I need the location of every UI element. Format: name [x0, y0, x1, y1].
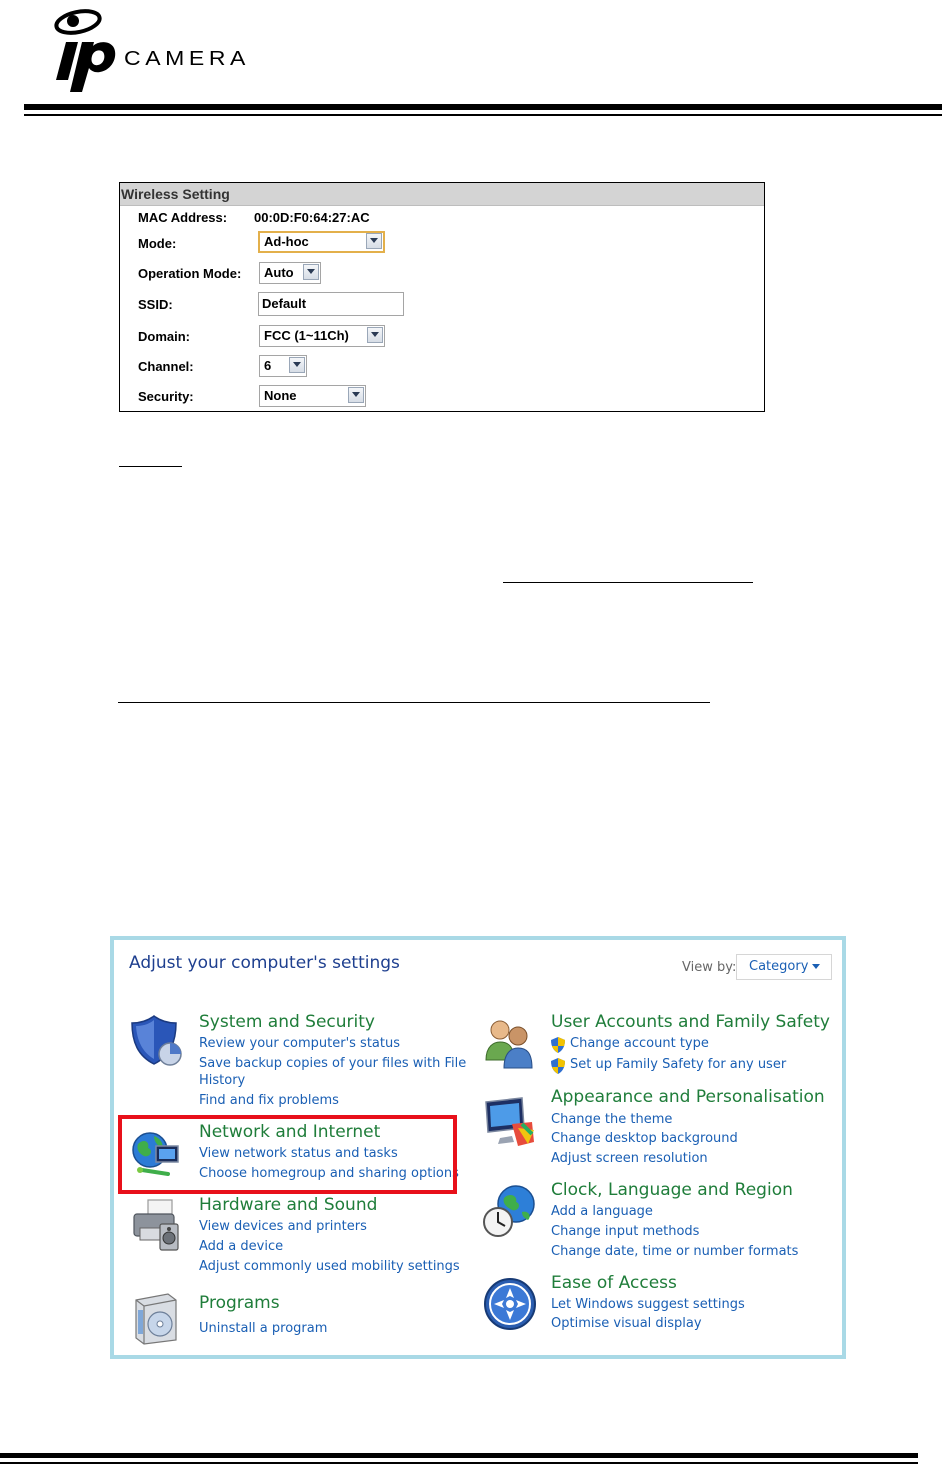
- mode-label: Mode:: [138, 236, 177, 251]
- chevron-down-icon[interactable]: [366, 233, 382, 249]
- chevron-down-icon[interactable]: [289, 357, 305, 373]
- link-uninstall-program[interactable]: Uninstall a program: [199, 1321, 328, 1336]
- category-hardware-sound[interactable]: Hardware and Sound: [199, 1195, 378, 1215]
- wireless-setting-panel: [119, 182, 765, 412]
- view-by-dropdown[interactable]: [736, 954, 832, 980]
- view-by-label: View by:: [682, 960, 737, 975]
- link-change-theme[interactable]: Change the theme: [551, 1112, 673, 1127]
- link-optimise-display[interactable]: Optimise visual display: [551, 1316, 702, 1331]
- footer-rule-thick: [0, 1453, 918, 1458]
- view-by-value: Category: [749, 959, 809, 974]
- ssid-input[interactable]: Default: [258, 292, 404, 316]
- category-network-internet[interactable]: Network and Internet: [199, 1122, 381, 1142]
- programs-box-icon: [128, 1290, 184, 1346]
- operation-mode-select[interactable]: [259, 262, 321, 284]
- link-change-account-type[interactable]: Change account type: [570, 1036, 709, 1051]
- network-highlight-box: [118, 1115, 457, 1194]
- domain-select[interactable]: [259, 325, 385, 347]
- category-appearance[interactable]: Appearance and Personalisation: [551, 1087, 825, 1107]
- category-clock-language[interactable]: Clock, Language and Region: [551, 1180, 793, 1200]
- underline-mark: [119, 466, 182, 467]
- domain-select-value: FCC (1~11Ch): [264, 328, 349, 343]
- link-add-device[interactable]: Add a device: [199, 1239, 284, 1254]
- link-add-language[interactable]: Add a language: [551, 1204, 653, 1219]
- footer-rule-thin: [0, 1462, 918, 1464]
- link-homegroup-sharing[interactable]: Choose homegroup and sharing options: [199, 1166, 459, 1181]
- operation-mode-label: Operation Mode:: [138, 266, 242, 281]
- channel-select-value: 6: [264, 358, 272, 373]
- wireless-setting-title: Wireless Setting: [120, 183, 764, 206]
- link-screen-resolution[interactable]: Adjust screen resolution: [551, 1151, 708, 1166]
- mac-address-value: 00:0D:F0:64:27:AC: [254, 210, 370, 225]
- link-save-backup[interactable]: Save backup copies of your files with File: [199, 1056, 467, 1071]
- mac-address-label: MAC Address:: [138, 210, 228, 225]
- link-family-safety[interactable]: Set up Family Safety for any user: [570, 1057, 787, 1072]
- mode-select-value: Ad-hoc: [264, 234, 309, 249]
- dropdown-arrow-icon: [812, 964, 820, 969]
- printer-speaker-icon: [128, 1198, 184, 1254]
- link-windows-suggest[interactable]: Let Windows suggest settings: [551, 1297, 745, 1312]
- channel-label: Channel:: [138, 359, 194, 374]
- security-label: Security:: [138, 389, 194, 404]
- link-save-backup-history[interactable]: History: [199, 1073, 246, 1088]
- chevron-down-icon[interactable]: [367, 327, 383, 343]
- category-user-accounts[interactable]: User Accounts and Family Safety: [551, 1012, 830, 1032]
- link-view-network-status[interactable]: View network status and tasks: [199, 1146, 398, 1161]
- category-programs[interactable]: Programs: [199, 1293, 280, 1313]
- category-ease-of-access[interactable]: Ease of Access: [551, 1273, 677, 1293]
- uac-shield-icon: [551, 1058, 565, 1074]
- chevron-down-icon[interactable]: [348, 387, 364, 403]
- appearance-monitor-icon: [482, 1094, 538, 1150]
- ip-logo-icon: [52, 8, 127, 92]
- link-find-fix-problems[interactable]: Find and fix problems: [199, 1093, 339, 1108]
- security-select[interactable]: [259, 385, 366, 407]
- clock-globe-icon: [482, 1184, 538, 1240]
- mode-select[interactable]: [258, 231, 385, 253]
- link-desktop-background[interactable]: Change desktop background: [551, 1131, 738, 1146]
- user-accounts-icon: [482, 1014, 538, 1070]
- channel-select[interactable]: [259, 355, 307, 377]
- domain-label: Domain:: [138, 329, 190, 344]
- security-select-value: None: [264, 388, 297, 403]
- header-rule-thin: [24, 114, 942, 116]
- operation-mode-value: Auto: [264, 265, 294, 280]
- ease-of-access-icon: [482, 1276, 538, 1332]
- control-panel-title: Adjust your computer's settings: [129, 953, 400, 973]
- camera-wordmark: CAMERA: [124, 48, 251, 70]
- uac-shield-icon: [551, 1037, 565, 1053]
- link-mobility-settings[interactable]: Adjust commonly used mobility settings: [199, 1259, 460, 1274]
- link-review-status[interactable]: Review your computer's status: [199, 1036, 400, 1051]
- chevron-down-icon[interactable]: [303, 264, 319, 280]
- link-date-time-formats[interactable]: Change date, time or number formats: [551, 1244, 799, 1259]
- underline-mark: [503, 582, 753, 583]
- underline-mark: [118, 702, 710, 703]
- category-system-security[interactable]: System and Security: [199, 1012, 375, 1032]
- header-rule-thick: [24, 104, 942, 110]
- link-input-methods[interactable]: Change input methods: [551, 1224, 700, 1239]
- security-shield-icon: [128, 1012, 184, 1068]
- ssid-label: SSID:: [138, 297, 173, 312]
- link-devices-printers[interactable]: View devices and printers: [199, 1219, 367, 1234]
